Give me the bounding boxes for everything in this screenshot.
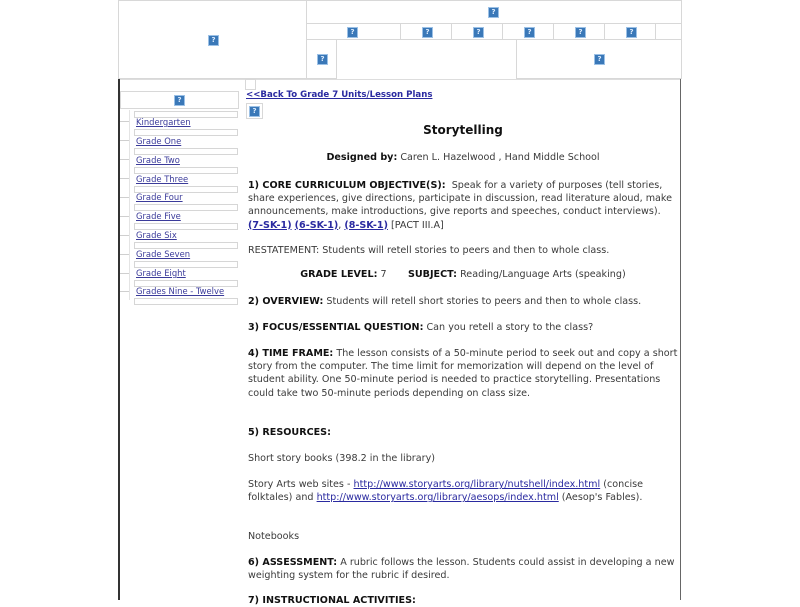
sidebar-tick <box>120 140 129 141</box>
header-small-cell <box>306 39 337 79</box>
sidebar-item-grade-four[interactable]: Grade Four <box>136 192 183 202</box>
broken-image-icon: ? <box>524 27 535 38</box>
sidebar-tick <box>120 121 129 122</box>
lesson-title: Storytelling <box>423 123 503 137</box>
focus-text: Can you retell a story to the class? <box>426 322 594 333</box>
sidebar-spacer <box>134 167 238 174</box>
broken-image-icon: ? <box>208 35 219 46</box>
objective-section <box>248 179 678 232</box>
sidebar-spacer <box>134 298 238 305</box>
timeframe-label: 4) TIME FRAME: <box>248 348 334 359</box>
broken-image-icon: ? <box>317 54 328 65</box>
objective-text: Speak for a variety of purposes (tell stories, share experiences, give directions, participate in discussion, read literature aloud, make announcements, make introductions, give reports and speeches, conduct interviews). <box>248 180 673 218</box>
header-nav-button-1[interactable] <box>306 23 401 40</box>
sidebar-item-grade-six[interactable]: Grade Six <box>136 230 177 240</box>
activities-label: 7) INSTRUCTIONAL ACTIVITIES: <box>248 595 416 606</box>
broken-image-icon: ? <box>347 27 358 38</box>
resource-web-sites <box>248 478 678 504</box>
overview-label: 2) OVERVIEW: <box>248 296 324 307</box>
header-nav-button-5[interactable] <box>553 23 605 40</box>
grade-subject-row <box>248 269 678 280</box>
sidebar-spacer <box>134 129 238 136</box>
header-banner-cell <box>306 0 682 24</box>
designed-by-label: Designed by: <box>326 152 398 163</box>
designed-by <box>248 152 678 163</box>
broken-image-icon: ? <box>249 106 260 117</box>
restatement: RESTATEMENT: Students will retell stories to peers and then to whole class. <box>248 245 610 256</box>
header-nav-button-7[interactable] <box>655 23 682 40</box>
sidebar-tick <box>120 291 129 292</box>
sidebar-tick <box>120 178 129 179</box>
sidebar-tick-column <box>120 110 130 300</box>
sidebar-tick <box>120 216 129 217</box>
broken-image-icon: ? <box>174 95 185 106</box>
sidebar-item-grade-eight[interactable]: Grade Eight <box>136 268 186 278</box>
subject-value: Reading/Language Arts (speaking) <box>460 269 626 280</box>
broken-image-icon: ? <box>422 27 433 38</box>
overview-text: Students will retell short stories to peers and then to whole class. <box>326 296 642 307</box>
sidebar-tick <box>120 273 129 274</box>
broken-image-icon: ? <box>626 27 637 38</box>
header-nav-button-6[interactable] <box>604 23 656 40</box>
resource-books: Short story books (398.2 in the library) <box>248 453 435 464</box>
page-border-right <box>680 79 681 600</box>
timeframe-text: The lesson consists of a 50-minute period to seek out and copy a short story from the computer. The time limit for memorization will depend on the level of student ability. One 50-minute period is needed to practice storytelling. Presentations could take two 50-minute periods depending on class size. <box>248 348 678 399</box>
header-logo-cell <box>118 0 307 79</box>
sidebar-spacer <box>134 242 238 249</box>
sidebar-tick <box>120 254 129 255</box>
sidebar-header-cell <box>120 91 239 109</box>
header-nav-button-2[interactable] <box>400 23 452 40</box>
sidebar-tick <box>120 235 129 236</box>
header-right-cell <box>516 39 682 79</box>
sidebar-spacer <box>134 148 238 155</box>
standard-link-6-sk-1[interactable]: (6-SK-1) <box>294 219 339 231</box>
resources-heading <box>248 426 678 439</box>
sidebar-tick <box>120 197 129 198</box>
storyarts-aesops-link[interactable]: http://www.storyarts.org/library/aesops/index.html <box>316 492 559 504</box>
focus-section <box>248 321 678 334</box>
sidebar-spacer <box>134 223 238 230</box>
resources-label: 5) RESOURCES: <box>248 427 331 438</box>
broken-image-icon: ? <box>488 7 499 18</box>
back-to-grade-7-link[interactable]: <<Back To Grade 7 Units/Lesson Plans <box>246 90 433 100</box>
standard-link-7-sk-1[interactable]: (7-SK-1) <box>248 219 292 231</box>
assessment-label: 6) ASSESSMENT: <box>248 557 338 568</box>
designed-by-value: Caren L. Hazelwood , Hand Middle School <box>400 152 600 163</box>
sidebar-spacer <box>134 261 238 268</box>
broken-image-icon: ? <box>594 54 605 65</box>
header-nav-button-4[interactable] <box>502 23 554 40</box>
sidebar-tick <box>120 159 129 160</box>
subject-label: SUBJECT: <box>407 269 457 280</box>
lesson-image-cell <box>246 103 263 119</box>
sidebar-item-grades-nine-twelve[interactable]: Grades Nine - Twelve <box>136 286 225 296</box>
sidebar-item-grade-two[interactable]: Grade Two <box>136 155 180 165</box>
sidebar-item-grade-one[interactable]: Grade One <box>136 136 182 146</box>
storyarts-nutshell-link[interactable]: http://www.storyarts.org/library/nutshell/index.html <box>353 479 601 490</box>
broken-image-icon: ? <box>473 27 484 38</box>
standard-link-8-sk-1[interactable]: (8-SK-1) <box>344 219 388 231</box>
separator: , <box>338 219 345 231</box>
assessment-text: A rubric follows the lesson. Students could assist in developing a new weighting system for the rubric if desired. <box>248 557 675 582</box>
top-spacer-row <box>120 79 680 80</box>
grade-level-label: GRADE LEVEL: <box>300 269 378 280</box>
sidebar-item-grade-five[interactable]: Grade Five <box>136 211 181 221</box>
broken-image-icon: ? <box>575 27 586 38</box>
activities-heading <box>248 594 678 607</box>
timeframe-section <box>248 347 678 400</box>
objective-label: 1) CORE CURRICULUM OBJECTIVE(S): <box>248 180 446 191</box>
sidebar-item-grade-three[interactable]: Grade Three <box>136 174 189 184</box>
focus-label: 3) FOCUS/ESSENTIAL QUESTION: <box>248 322 424 333</box>
resource-suffix: (Aesop's Fables). <box>558 492 643 504</box>
grade-level-value: 7 <box>380 269 387 280</box>
pact-reference: [PACT III.A] <box>391 219 444 231</box>
spacer-checkbox <box>245 79 256 90</box>
assessment-section <box>248 556 678 582</box>
sidebar-item-grade-seven[interactable]: Grade Seven <box>136 249 191 259</box>
header-nav-button-3[interactable] <box>451 23 503 40</box>
resource-mid-text: (concise folktales) and <box>248 479 644 504</box>
resource-notebooks: Notebooks <box>248 531 300 542</box>
sidebar-item-kindergarten[interactable]: Kindergarten <box>136 117 191 127</box>
sidebar-spacer <box>134 204 238 211</box>
overview-section <box>248 295 678 308</box>
resource-web-prefix: Story Arts web sites - <box>248 479 354 490</box>
